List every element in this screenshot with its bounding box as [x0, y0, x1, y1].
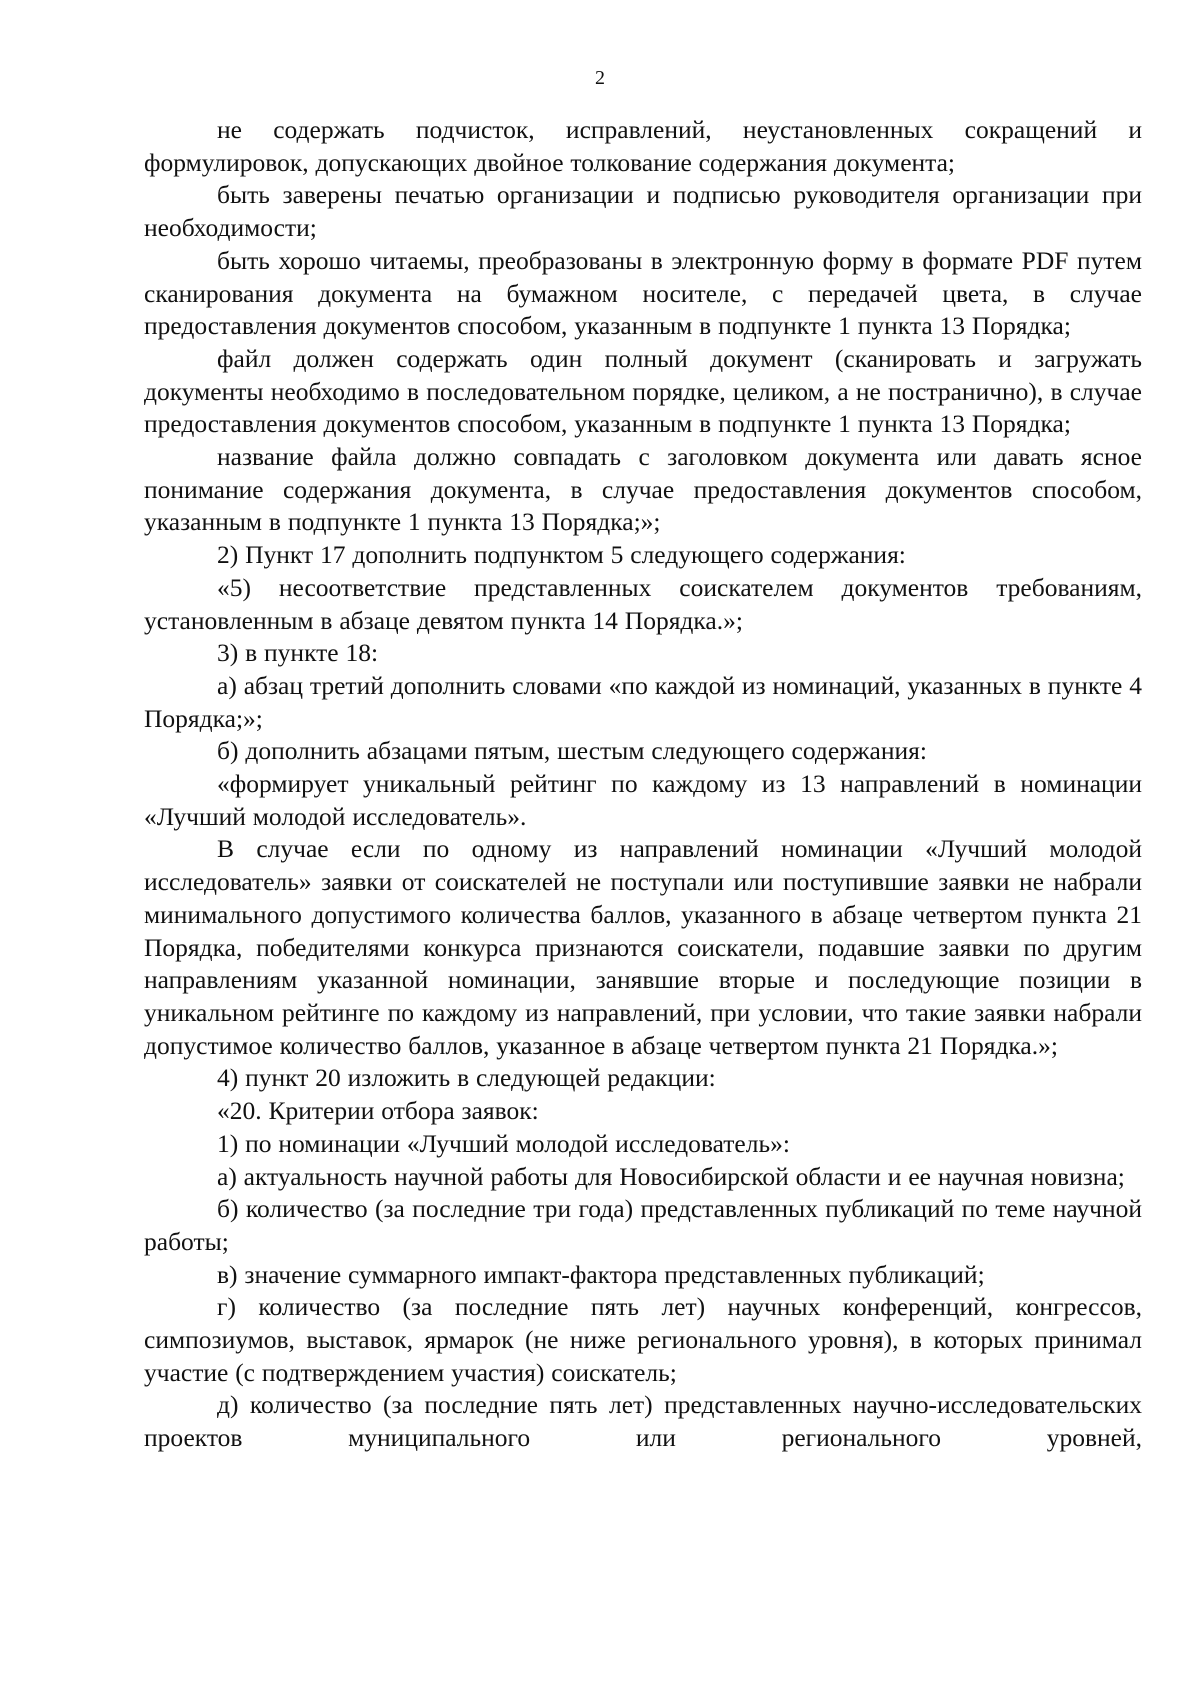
document-body: [144, 114, 1142, 1455]
paragraph: 1) по номинации «Лучший молодой исследователь»:: [217, 1128, 790, 1158]
paragraph: б) количество (за последние три года) представленных публикаций по теме научной работы;: [144, 1194, 1142, 1256]
paragraph: б) дополнить абзацами пятым, шестым следующего содержания:: [217, 736, 927, 766]
paragraph: д) количество (за последние пять лет) представленных научно-исследовательских проектов муниципального или регионального уровней,: [144, 1390, 1142, 1453]
paragraph: быть заверены печатью организации и подписью руководителя организации при необходимости;: [144, 180, 1142, 243]
paragraph: быть хорошо читаемы, преобразованы в электронную форму в формате PDF путем сканирования документа на бумажном носителе, с передачей цвета, в случае предоставления документов способом, указанным в подпункте 1 пункта 13 Порядка;: [144, 245, 1142, 341]
paragraph: г) количество (за последние пять лет) научных конференций, конгрессов, симпозиумов, выставок, ярмарок (не ниже регионального уровня), в которых принимал участие (с подтверждением участия) соискатель;: [144, 1292, 1142, 1387]
paragraph: 4) пункт 20 изложить в следующей редакции:: [217, 1063, 716, 1093]
paragraph: в) значение суммарного импакт-фактора представленных публикаций;: [217, 1259, 985, 1289]
paragraph: а) абзац третий дополнить словами «по каждой из номинаций, указанных в пункте 4 Порядка;»;: [144, 670, 1142, 733]
paragraph: «20. Критерии отбора заявок:: [217, 1096, 539, 1126]
paragraph: не содержать подчисток, исправлений, неустановленных сокращений и формулировок, допускающих двойное толкование содержания документа;: [144, 115, 1142, 177]
paragraph: 2) Пункт 17 дополнить подпунктом 5 следующего содержания:: [217, 540, 906, 570]
paragraph: «формирует уникальный рейтинг по каждому из 13 направлений в номинации «Лучший молодой исследователь».: [144, 769, 1142, 831]
paragraph: 3) в пункте 18:: [217, 638, 379, 668]
paragraph: файл должен содержать один полный документ (сканировать и загружать документы необходимо в последовательном порядке, целиком, а не постранично), в случае предоставления документов способом, указанным в подпункте 1 пункта 13 Порядка;: [144, 343, 1142, 439]
paragraph: «5) несоответствие представленных соискателем документов требованиям, установленным в абзаце девятом пункта 14 Порядка.»;: [144, 572, 1142, 635]
paragraph: название файла должно совпадать с заголовком документа или давать ясное понимание содержания документа, в случае предоставления документов способом, указанным в подпункте 1 пункта 13 Порядка;»;: [144, 442, 1142, 537]
paragraph: В случае если по одному из направлений номинации «Лучший молодой исследователь» заявки от соискателей не поступали или поступившие заявки не набрали минимального допустимого количества баллов, указанного в абзаце четвертом пункта 21 Порядка, победителями конкурса признаются соискатели, подавшие заявки по другим направлениям указанной номинации, занявшие вторые и последующие позиции в уникальном рейтинге по каждому из направлений, при условии, что такие заявки набрали допустимое количество баллов, указанное в абзаце четвертом пункта 21 Порядка.»;: [144, 834, 1142, 1060]
page-number: 2: [595, 67, 605, 89]
paragraph: а) актуальность научной работы для Новосибирской области и ее научная новизна;: [217, 1161, 1125, 1191]
